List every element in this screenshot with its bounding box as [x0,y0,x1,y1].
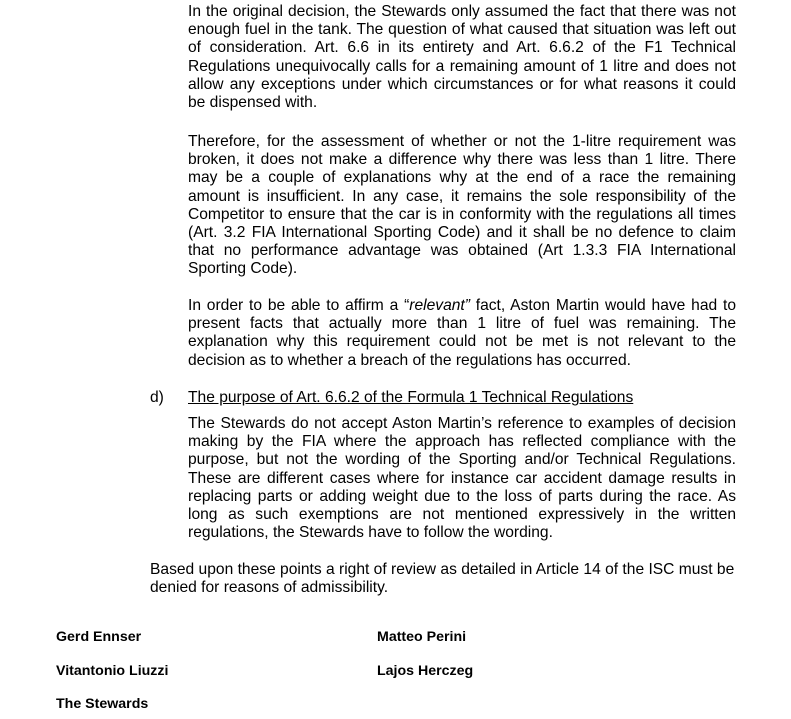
conclusion-paragraph: Based upon these points a right of review as detailed in Article 14 of the ISC must be denied for reasons of admissibility. [150,561,735,597]
signature-matteo-perini: Matteo Perini [377,629,467,645]
paragraph-original-decision: In the original decision, the Stewards only assumed the fact that there was not enough fuel in the tank. The question of what caused that situation was left out of consideration. Art. 6.6 in its entirety and Art. 6.6.2 of the F1 Technical Regulations unequivocally calls for a remaining amount of 1 litre and does not allow any exceptions under which circumstances or for what reasons it could be dispensed with. [188,3,736,112]
p3-text-before: In order to be able to affirm a “ [188,297,410,314]
signature-vitantonio-liuzzi: Vitantonio Liuzzi [56,663,169,679]
signature-the-stewards: The Stewards [56,696,149,712]
paragraph-relevant-fact [188,297,736,370]
section-d-label: d) [150,389,164,406]
section-d-heading: The purpose of Art. 6.6.2 of the Formula 1 Technical Regulations [188,389,634,406]
p3-text-after: fact, Aston Martin would have had to present facts that actually more than 1 litre of fuel was remaining. The explanation why this requirement could not be met is not relevant to the decision as to whether a breach of the regulations has occurred. [188,297,736,369]
signature-gerd-ennser: Gerd Ennser [56,629,142,645]
signature-lajos-herczeg: Lajos Herczeg [377,663,474,679]
section-d-body: The Stewards do not accept Aston Martin’s reference to examples of decision making by the FIA where the approach has reflected compliance with the purpose, but not the wording of the Sporting and/or Technical Regulations. These are different cases where for instance car accident damage results in replacing parts or adding weight due to the loss of parts during the race. As long as such exemptions are not mentioned expressively in the written regulations, the Stewards have to follow the wording. [188,415,736,542]
paragraph-assessment: Therefore, for the assessment of whether or not the 1-litre requirement was broken, it does not make a difference why there was less than 1 litre. There may be a couple of explanations why at the end of a race the remaining amount is insufficient. In any case, it remains the sole responsibility of the Competitor to ensure that the car is in conformity with the regulations all times (Art. 3.2 FIA International Sporting Code) and it shall be no defence to claim that no performance advantage was obtained (Art 1.3.3 FIA International Sporting Code). [188,133,736,278]
p3-italic-relevant: relevant” [409,297,470,314]
